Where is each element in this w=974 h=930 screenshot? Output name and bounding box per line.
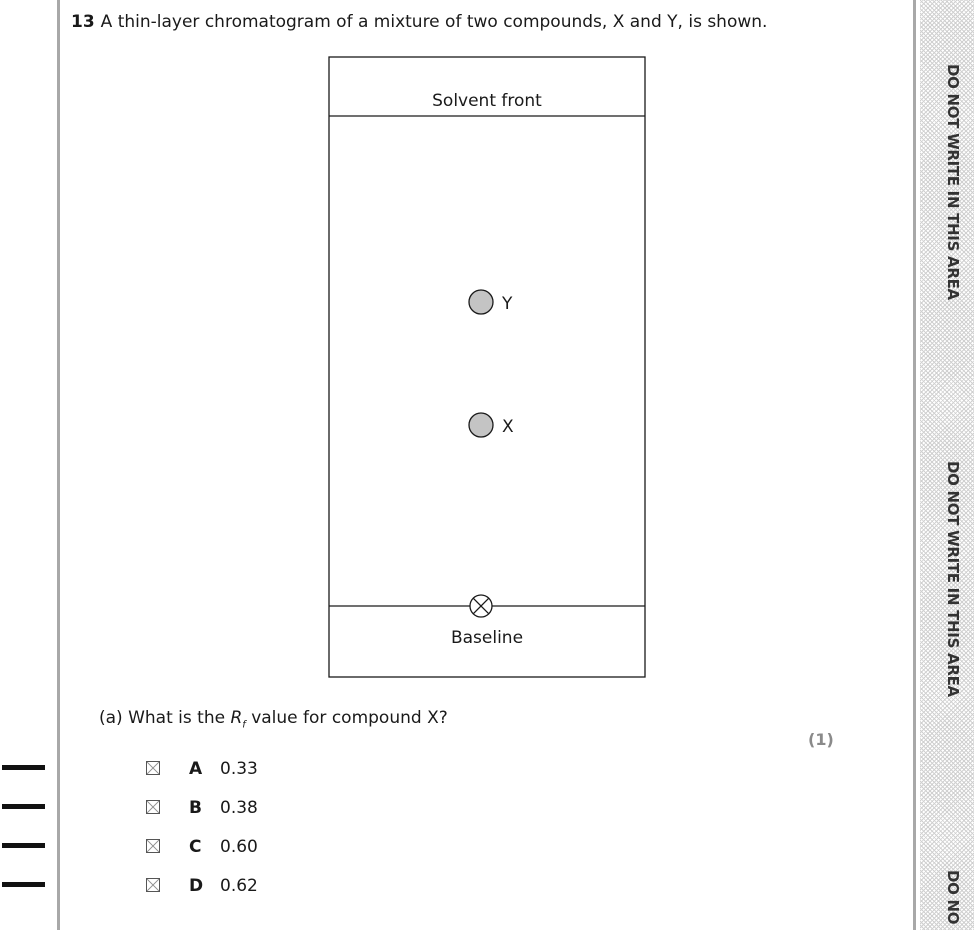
part-a-label: (a) (99, 708, 123, 728)
option-b-letter: B (189, 798, 202, 818)
option-d-checkbox[interactable] (146, 878, 160, 892)
option-c-checkbox[interactable] (146, 839, 160, 853)
origin-cross-mark (470, 595, 492, 617)
option-d-letter: D (189, 876, 204, 896)
option-a-checkbox[interactable] (146, 761, 160, 775)
part-a-text-before: What is the (128, 708, 226, 728)
spot-x-label: X (502, 417, 514, 437)
part-a-text-after: value for compound X? (251, 708, 448, 728)
option-a-letter: A (189, 759, 203, 779)
option-c-letter: C (189, 837, 202, 857)
margin-warning-2: DO NOT WRITE IN THIS AREA (944, 461, 962, 697)
question-text: A thin-layer chromatogram of a mixture of two compounds, X and Y, is shown. (100, 12, 768, 32)
scan-mark-4 (2, 882, 45, 887)
scan-mark-3 (2, 843, 45, 848)
part-a-question (99, 708, 448, 730)
scan-mark-1 (2, 765, 45, 770)
option-b-value: 0.38 (220, 798, 258, 818)
option-c-value: 0.60 (220, 837, 258, 857)
rf-symbol: $R_f$ (230, 708, 246, 731)
option-a-value: 0.33 (220, 759, 258, 779)
marks-indicator: (1) (808, 730, 834, 749)
solvent-front-label: Solvent front (432, 91, 542, 111)
question-number: 13 (71, 12, 95, 32)
baseline-label: Baseline (450, 628, 524, 648)
scan-mark-2 (2, 804, 45, 809)
spot-y (469, 290, 493, 314)
margin-warning-1: DO NOT WRITE IN THIS AREA (944, 64, 962, 300)
spot-x (469, 413, 493, 437)
option-d-value: 0.62 (220, 876, 258, 896)
spot-y-label: Y (502, 294, 513, 314)
margin-warning-3: DO NO (944, 870, 962, 925)
option-b-checkbox[interactable] (146, 800, 160, 814)
chromatogram-plate (329, 57, 645, 677)
